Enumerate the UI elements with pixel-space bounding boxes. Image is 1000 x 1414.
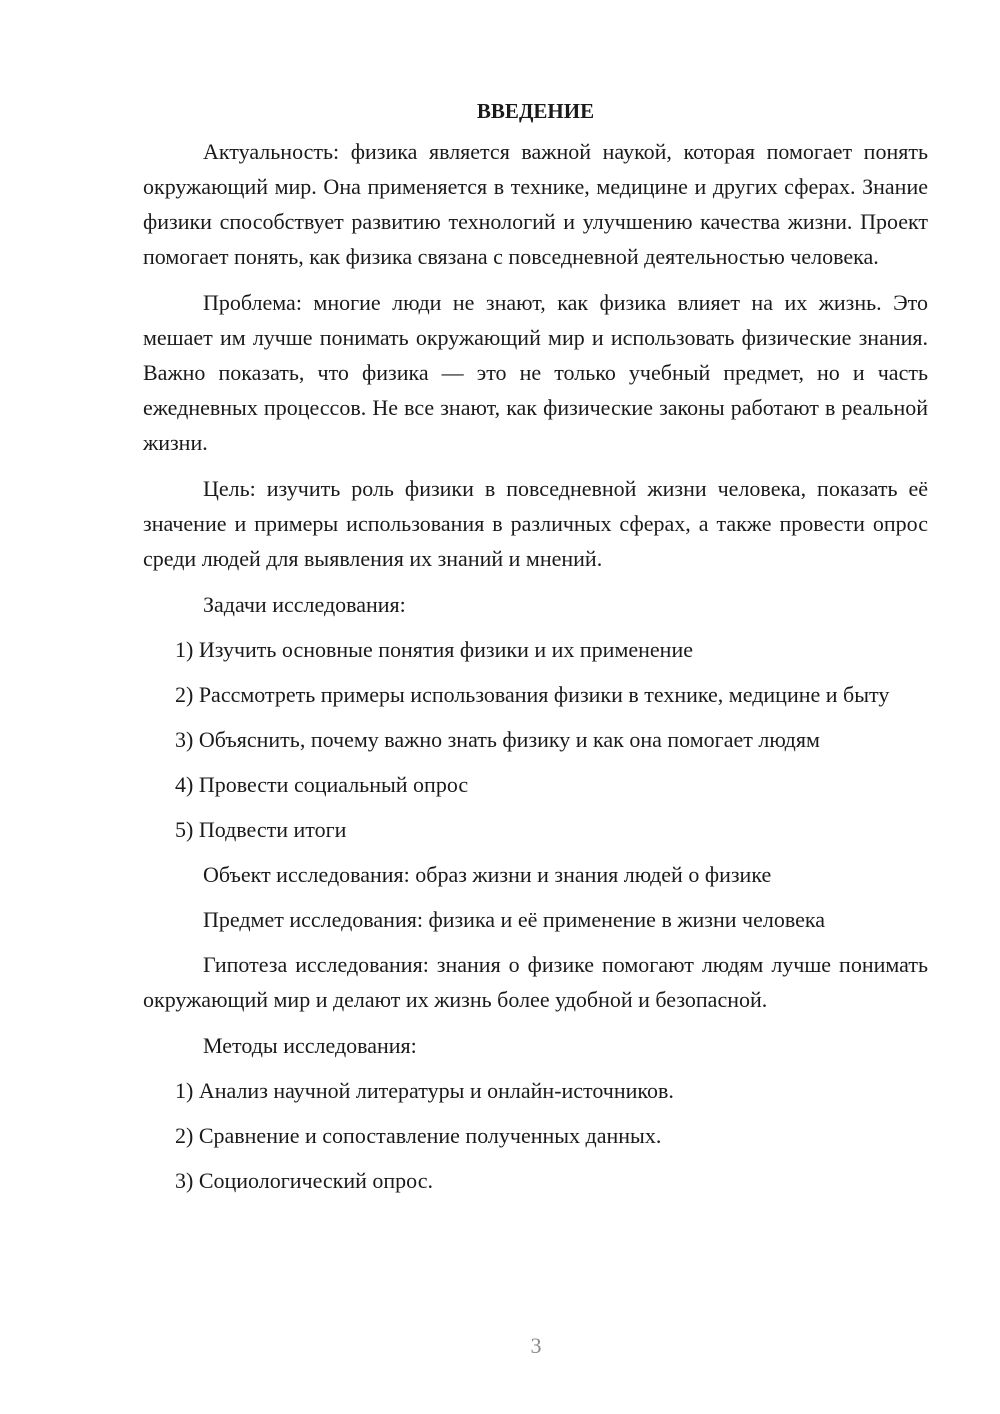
- methods-title: Методы исследования:: [203, 1033, 417, 1058]
- relevance-paragraph: Актуальность: физика является важной наукой, которая помогает понять окружающий мир. Она применяется в технике, медицине и других сферах. Знание физики способствует развитию технологий и улучшению качества жизни. Проект помогает понять, как физика связана с повседневной деятельностью человека.: [143, 139, 928, 269]
- method-item: 1) Анализ научной литературы и онлайн-источников.: [175, 1078, 674, 1103]
- tasks-title: Задачи исследования:: [203, 592, 406, 617]
- method-item: 3) Социологический опрос.: [175, 1168, 433, 1193]
- section-heading: ВВЕДЕНИЕ: [476, 99, 595, 123]
- research-object: Объект исследования: образ жизни и знания людей о физике: [203, 862, 772, 887]
- page-content: [143, 92, 928, 1198]
- problem-paragraph: Проблема: многие люди не знают, как физика влияет на их жизнь. Это мешает им лучше понимать окружающий мир и использовать физические знания. Важно показать, что физика — это не только учебный предмет, но и часть ежедневных процессов. Не все знают, как физические законы работают в реальной жизни.: [143, 290, 928, 455]
- task-item: 5) Подвести итоги: [175, 817, 347, 842]
- method-item: 2) Сравнение и сопоставление полученных данных.: [175, 1123, 662, 1148]
- goal-paragraph: Цель: изучить роль физики в повседневной жизни человека, показать её значение и примеры использования в различных сферах, а также провести опрос среди людей для выявления их знаний и мнений.: [143, 476, 928, 571]
- task-item: 3) Объяснить, почему важно знать физику и как она помогает людям: [175, 727, 820, 752]
- task-item: 4) Провести социальный опрос: [175, 772, 469, 797]
- hypothesis-paragraph: Гипотеза исследования: знания о физике помогают людям лучше понимать окружающий мир и делают их жизнь более удобной и безопасной.: [143, 952, 928, 1012]
- task-item: 2) Рассмотреть примеры использования физики в технике, медицине и быту: [175, 682, 890, 707]
- page-number: 3: [530, 1333, 542, 1358]
- research-subject: Предмет исследования: физика и её применение в жизни человека: [203, 907, 825, 932]
- task-item: 1) Изучить основные понятия физики и их применение: [175, 637, 693, 662]
